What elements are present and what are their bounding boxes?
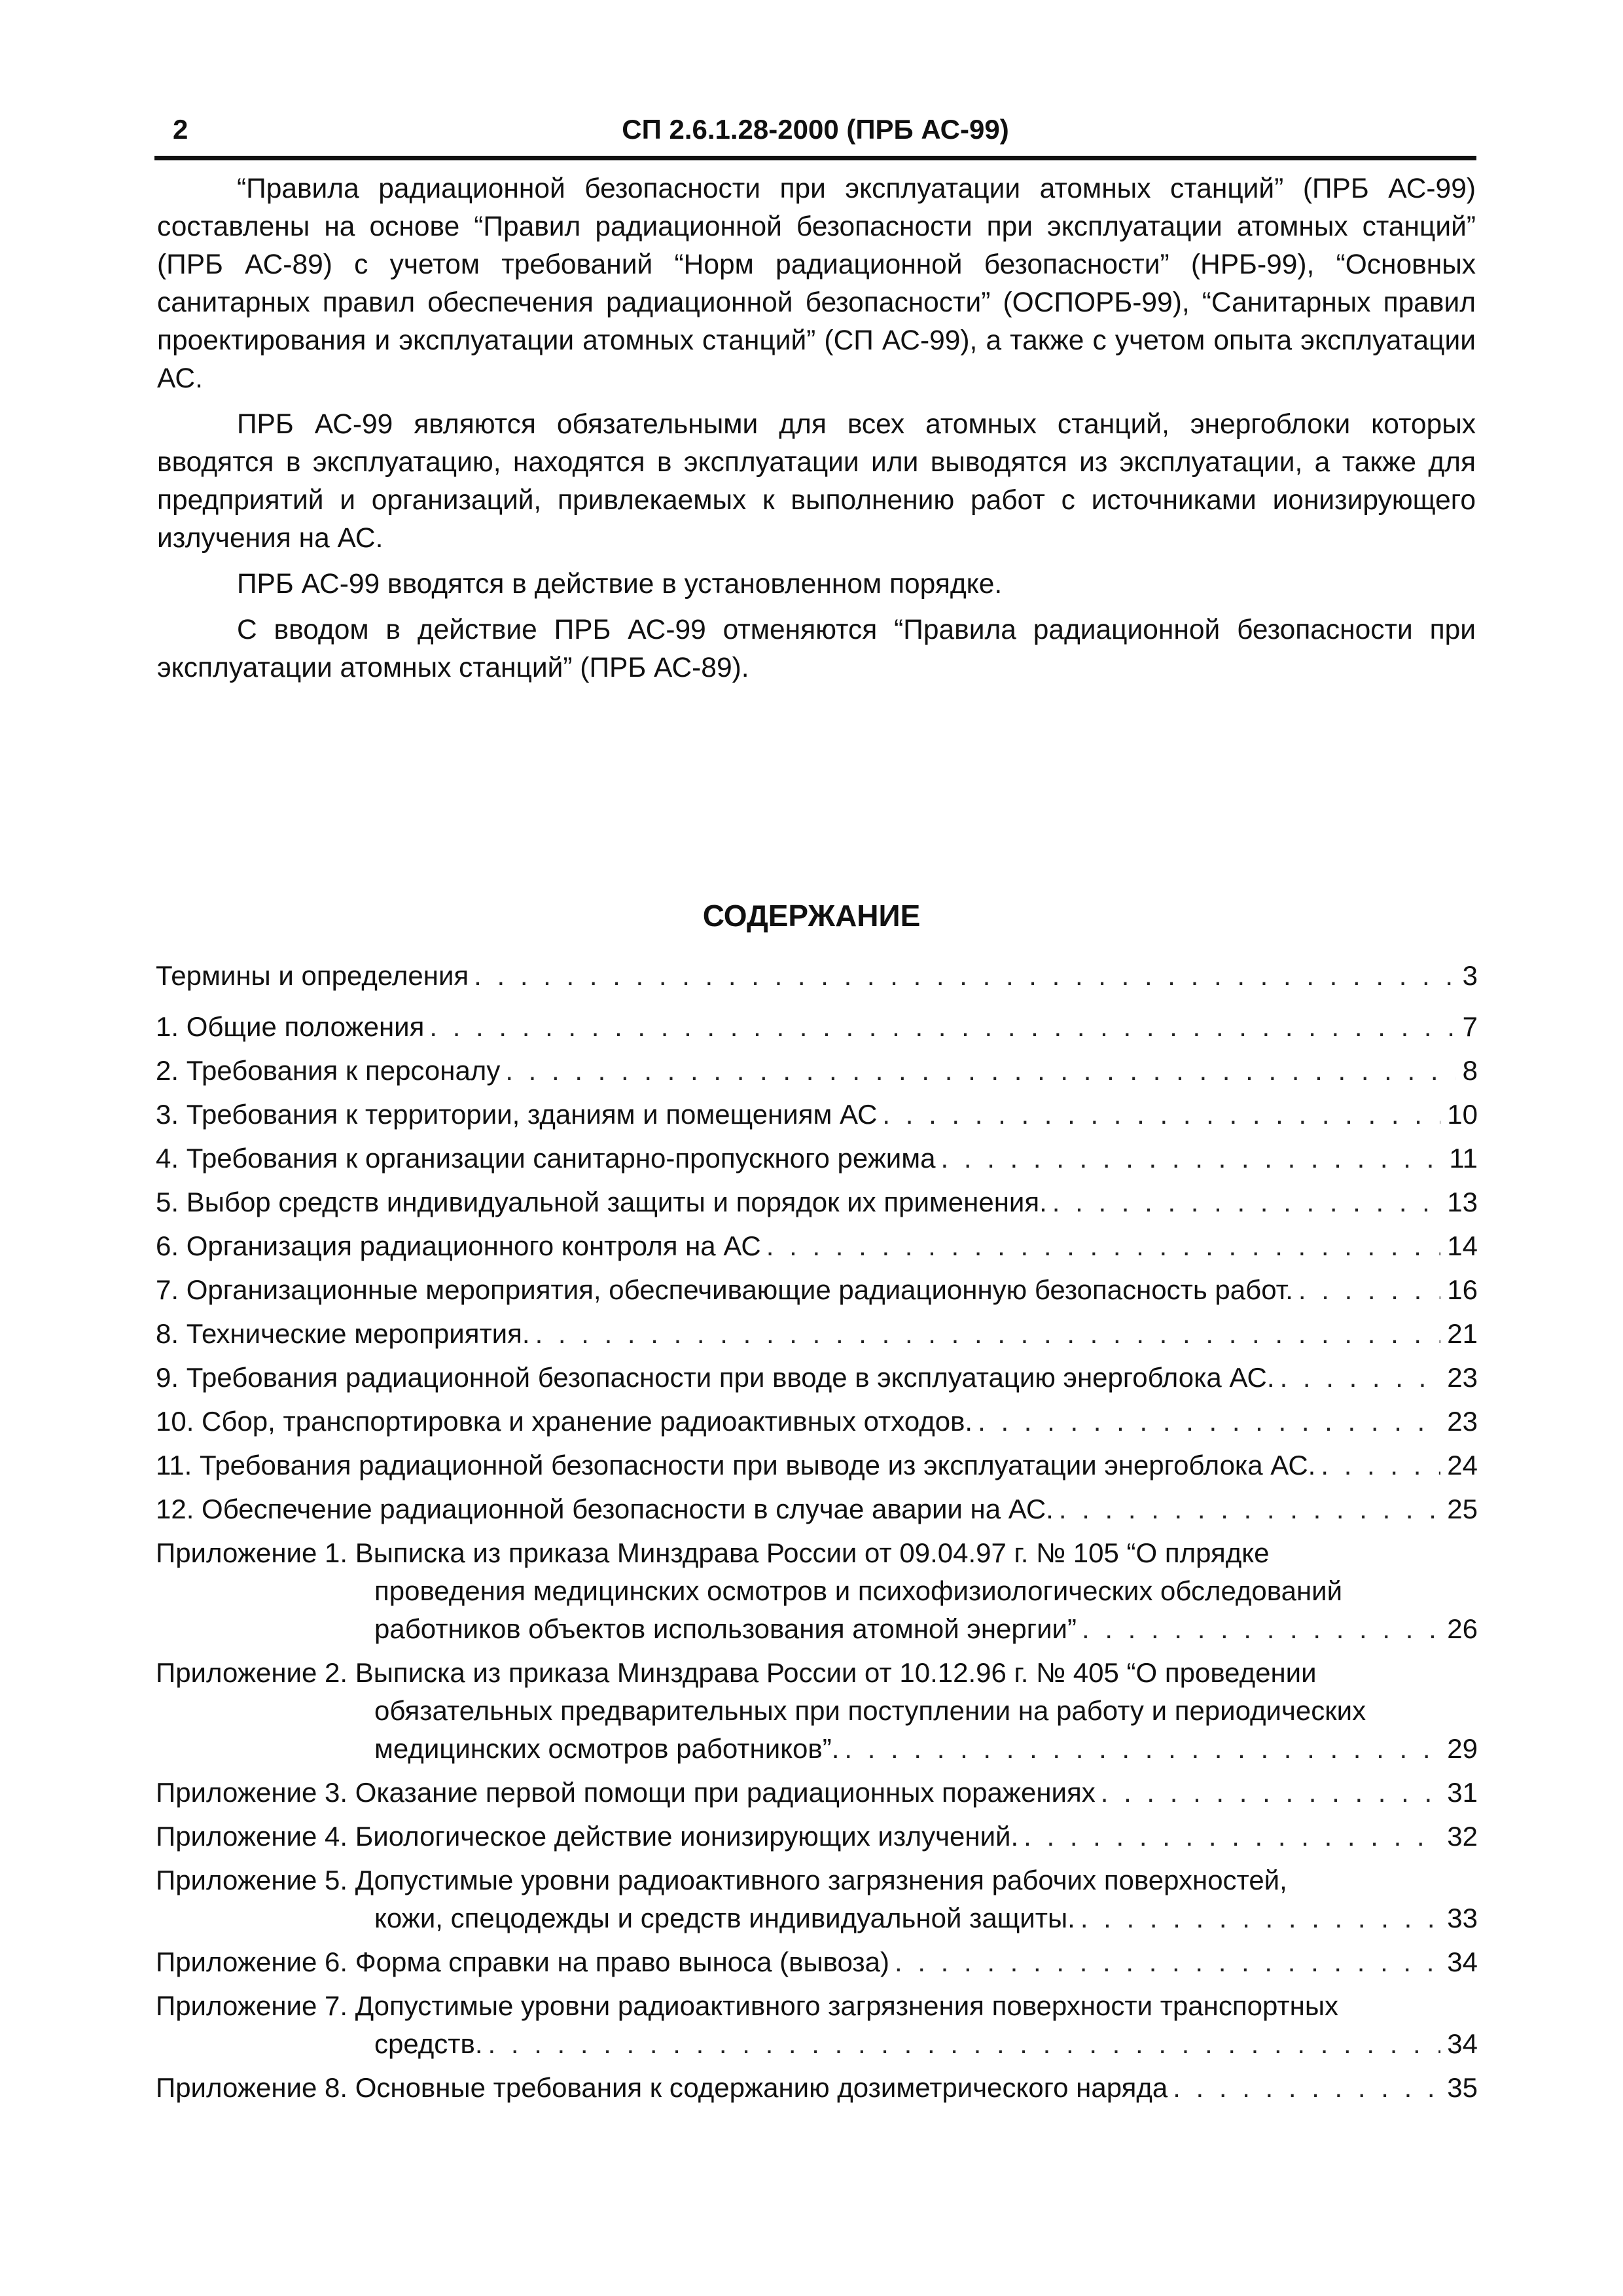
toc-page-number: 11 xyxy=(1449,1143,1478,1174)
toc-page-number: 34 xyxy=(1447,2028,1478,2059)
toc-entry-title: Приложение 8. Основные требования к содержанию дозиметрического наряда xyxy=(156,2072,1168,2103)
toc-appendix-line: Приложение 1. Выписка из приказа Минздрава России от 09.04.97 г. № 105 “О плрядке xyxy=(156,1537,1270,1568)
toc-entry-title: 2. Требования к персоналу xyxy=(156,1055,501,1086)
toc-entry-title: Приложение 6. Форма справки на право выноса (вывоза) xyxy=(156,1946,889,1977)
toc-entry[interactable] xyxy=(156,1403,1478,1441)
toc-page-number: 29 xyxy=(1447,1733,1478,1764)
toc-appendix-entry[interactable] xyxy=(156,1654,1478,1768)
toc-dot-leader xyxy=(882,1096,1440,1134)
toc-appendix-entry[interactable] xyxy=(156,1987,1478,2063)
toc-page-number: 7 xyxy=(1462,1011,1478,1042)
toc-appendix-line: проведения медицинских осмотров и психофизиологических обследований xyxy=(374,1575,1343,1606)
toc-page-number: 31 xyxy=(1447,1777,1478,1808)
toc-page-number: 13 xyxy=(1447,1187,1478,1217)
toc-appendix-entry[interactable] xyxy=(156,2069,1478,2107)
toc-dot-leader xyxy=(1280,1359,1441,1397)
page-header xyxy=(154,110,1476,160)
toc-entry-title: 8. Технические мероприятия. xyxy=(156,1318,530,1349)
toc-appendix-line: Приложение 5. Допустимые уровни радиоактивного загрязнения рабочих поверхностей, xyxy=(156,1865,1287,1895)
toc-entry[interactable] xyxy=(156,1008,1478,1046)
running-title: СП 2.6.1.28-2000 (ПРБ АС-99) xyxy=(622,114,1009,145)
toc-entry[interactable] xyxy=(156,1096,1478,1134)
toc-appendix-entry[interactable] xyxy=(156,1818,1478,1856)
intro-paragraph: “Правила радиационной безопасности при эксплуатации атомных станций” (ПРБ АС-99) составлены на основе “Правил радиационной безопасности при эксплуатации атомных станций” (ПРБ АС-89) с учетом требований “Норм радиационной безопасности” (НРБ-99), “Основных санитарных правил обеспечения радиационной безопасности” (ОСПОРБ-99), “Санитарных правил проектирования и эксплуатации атомных станций” (СП АС-99), а также с учетом опыта эксплуатации АС. xyxy=(157,173,1476,394)
toc-dot-leader xyxy=(1173,2069,1440,2107)
toc-page-number: 26 xyxy=(1447,1613,1478,1644)
toc-entry-title: Приложение 4. Биологическое действие ионизирующих излучений. xyxy=(156,1821,1019,1852)
toc-entry[interactable] xyxy=(156,1052,1478,1090)
toc-entry-title: средств. xyxy=(374,2028,483,2059)
toc-appendix-line: Приложение 7. Допустимые уровни радиоактивного загрязнения поверхности транспортных xyxy=(156,1990,1339,2021)
table-of-contents xyxy=(156,957,1478,2113)
toc-page-number: 32 xyxy=(1447,1821,1478,1852)
toc-entry[interactable] xyxy=(156,1730,1478,1768)
toc-dot-leader xyxy=(1082,1610,1440,1648)
toc-entry[interactable] xyxy=(156,1490,1478,1528)
toc-dot-leader xyxy=(535,1315,1441,1353)
toc-entry-title: 11. Требования радиационной безопасности при выводе из эксплуатации энергоблока АС. xyxy=(156,1450,1316,1480)
toc-page-number: 34 xyxy=(1447,1946,1478,1977)
toc-page-number: 24 xyxy=(1447,1450,1478,1480)
toc-entry[interactable] xyxy=(156,1446,1478,1484)
toc-page-number: 21 xyxy=(1447,1318,1478,1349)
toc-entry[interactable] xyxy=(156,1818,1478,1856)
toc-appendix-entry[interactable] xyxy=(156,1861,1478,1937)
toc-page-number: 23 xyxy=(1447,1406,1478,1437)
toc-page-number: 14 xyxy=(1447,1230,1478,1261)
toc-appendix-entry[interactable] xyxy=(156,1943,1478,1981)
page-number: 2 xyxy=(173,114,188,145)
toc-dot-leader xyxy=(941,1139,1443,1177)
toc-appendix-entry[interactable] xyxy=(156,1534,1478,1648)
toc-dot-leader xyxy=(844,1730,1440,1768)
toc-page-number: 35 xyxy=(1447,2072,1478,2103)
toc-dot-leader xyxy=(505,1052,1455,1090)
toc-dot-leader xyxy=(429,1008,1455,1046)
toc-page-number: 16 xyxy=(1447,1274,1478,1305)
intro-paragraph: ПРБ АС-99 вводятся в действие в установленном порядке. xyxy=(237,569,1003,600)
toc-entry-title: 5. Выбор средств индивидуальной защиты и порядок их применения. xyxy=(156,1187,1047,1217)
toc-heading: СОДЕРЖАНИЕ xyxy=(702,899,921,933)
toc-dot-leader xyxy=(895,1943,1440,1981)
toc-page-number: 25 xyxy=(1447,1494,1478,1524)
toc-dot-leader xyxy=(488,2025,1441,2063)
toc-entry[interactable] xyxy=(156,1943,1478,1981)
toc-dot-leader xyxy=(1298,1271,1440,1309)
toc-appendix-entry[interactable] xyxy=(156,1774,1478,1812)
toc-entry[interactable] xyxy=(156,1774,1478,1812)
toc-entry-title: 7. Организационные мероприятия, обеспечивающие радиационную безопасность работ. xyxy=(156,1274,1293,1305)
toc-entry-title: 10. Сбор, транспортировка и хранение радиоактивных отходов. xyxy=(156,1406,973,1437)
toc-entry[interactable] xyxy=(156,1227,1478,1265)
toc-entry-title: Термины и определения xyxy=(156,960,469,991)
intro-text xyxy=(157,170,1476,695)
toc-appendix-line: Приложение 2. Выписка из приказа Минздрава России от 10.12.96 г. № 405 “О проведении xyxy=(156,1657,1317,1688)
toc-dot-leader xyxy=(1101,1774,1441,1812)
toc-page-number: 3 xyxy=(1462,960,1478,991)
toc-dot-leader xyxy=(1052,1183,1441,1221)
toc-entry[interactable] xyxy=(156,1899,1478,1937)
toc-entry[interactable] xyxy=(156,1183,1478,1221)
toc-dot-leader xyxy=(1059,1490,1440,1528)
toc-entry-title: 4. Требования к организации санитарно-пропускного режима xyxy=(156,1143,936,1174)
toc-entry[interactable] xyxy=(156,957,1478,995)
toc-entry-title: 3. Требования к территории, зданиям и помещениям АС xyxy=(156,1099,878,1130)
toc-dot-leader xyxy=(978,1403,1440,1441)
intro-paragraph: ПРБ АС-99 являются обязательными для всех атомных станций, энергоблоки которых вводятся в эксплуатацию, находятся в эксплуатации или выводятся из эксплуатации, а также для предприятий и организаций, привлекаемых к выполнению работ с источниками ионизирующего излучения на АС. xyxy=(157,409,1476,554)
toc-entry[interactable] xyxy=(156,1359,1478,1397)
toc-entry-title: 1. Общие положения xyxy=(156,1011,425,1042)
intro-paragraph: С вводом в действие ПРБ АС-99 отменяются “Правила радиационной безопасности при эксплуатации атомных станций” (ПРБ АС-89). xyxy=(157,615,1476,683)
toc-entry[interactable] xyxy=(156,1610,1478,1648)
toc-entry-title: кожи, спецодежды и средств индивидуальной защиты. xyxy=(374,1903,1075,1933)
toc-dot-leader xyxy=(1080,1899,1440,1937)
toc-page-number: 8 xyxy=(1462,1055,1478,1086)
toc-entry[interactable] xyxy=(156,2069,1478,2107)
toc-dot-leader xyxy=(1024,1818,1440,1856)
toc-entry[interactable] xyxy=(156,2025,1478,2063)
toc-entry[interactable] xyxy=(156,1271,1478,1309)
toc-entry-title: 6. Организация радиационного контроля на АС xyxy=(156,1230,761,1261)
toc-page-number: 23 xyxy=(1447,1362,1478,1393)
toc-dot-leader xyxy=(766,1227,1441,1265)
toc-entry-title: 9. Требования радиационной безопасности при вводе в эксплуатацию энергоблока АС. xyxy=(156,1362,1275,1393)
toc-entry-title: работников объектов использования атомной энергии” xyxy=(374,1613,1077,1644)
toc-entry-title: медицинских осмотров работников”. xyxy=(374,1733,840,1764)
toc-entry-title: Приложение 3. Оказание первой помощи при радиационных поражениях xyxy=(156,1777,1096,1808)
toc-page-number: 33 xyxy=(1447,1903,1478,1933)
toc-dot-leader xyxy=(1321,1446,1440,1484)
toc-entry[interactable] xyxy=(156,1315,1478,1353)
toc-appendix-line: обязательных предварительных при поступлении на работу и периодических xyxy=(374,1695,1366,1726)
toc-entry[interactable] xyxy=(156,1139,1478,1177)
toc-page-number: 10 xyxy=(1447,1099,1478,1130)
toc-entry-title: 12. Обеспечение радиационной безопасности в случае аварии на АС. xyxy=(156,1494,1054,1524)
toc-dot-leader xyxy=(474,957,1455,995)
